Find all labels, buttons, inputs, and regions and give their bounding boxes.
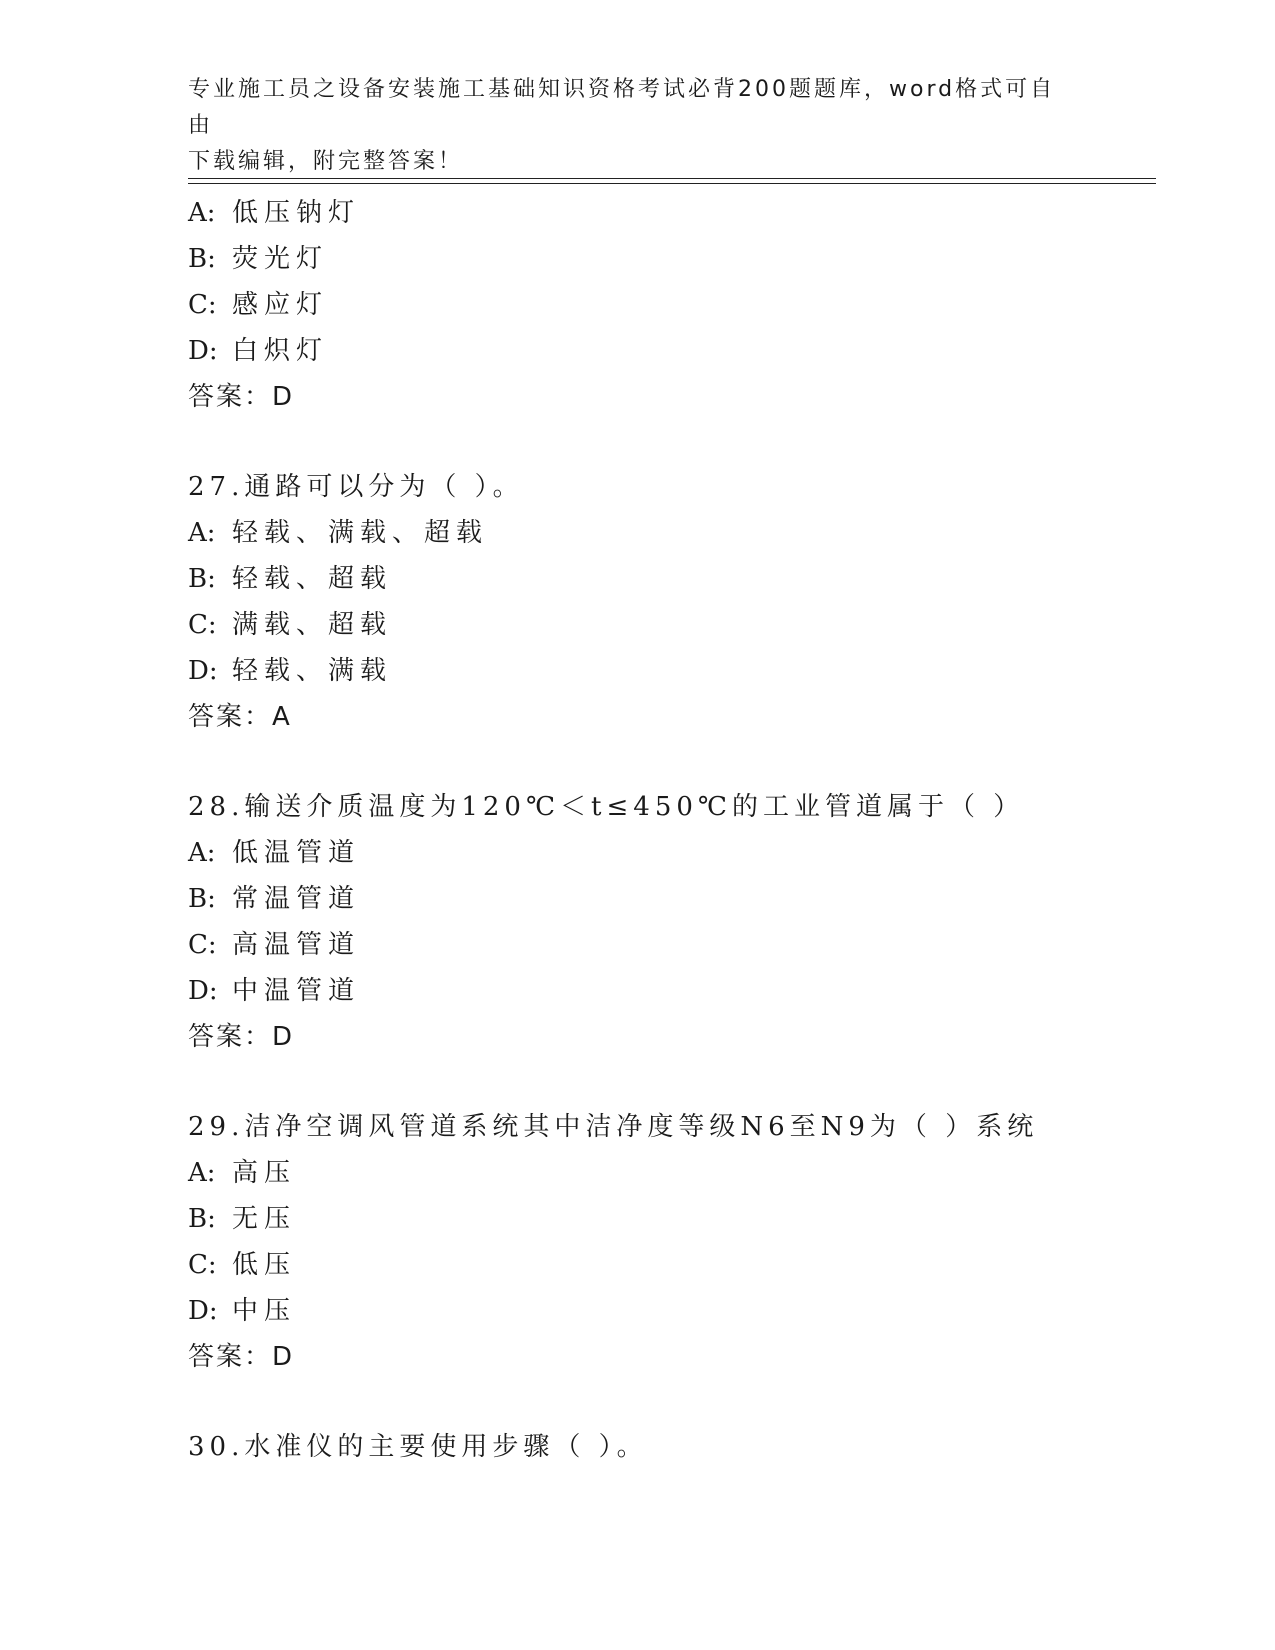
option-a: A: 高压: [188, 1158, 297, 1188]
option-c: C: 高温管道: [188, 930, 361, 960]
header-divider-top: [188, 178, 1156, 179]
option-b: B: 荧光灯: [188, 244, 329, 274]
question-title: 28.输送介质温度为120℃＜t≤450℃的工业管道属于（ ）: [188, 792, 1025, 822]
option-a: A: 轻载、满载、超载: [188, 518, 489, 548]
question-26-continued: [188, 190, 1156, 420]
answer-line: 答案：D: [188, 382, 295, 412]
answer-line: 答案：A: [188, 702, 292, 732]
option-c: C: 满载、超载: [188, 610, 393, 640]
option-d: D: 轻载、满载: [188, 656, 393, 686]
question-28: [188, 784, 1156, 1060]
question-29: [188, 1104, 1156, 1380]
question-title: 30.水准仪的主要使用步骤（ ）。: [188, 1432, 648, 1462]
answer-line: 答案：D: [188, 1342, 295, 1372]
question-title: 29.洁净空调风管道系统其中洁净度等级N6至N9为（ ）系统: [188, 1112, 1039, 1142]
question-30: [188, 1424, 1156, 1470]
option-d: D: 白炽灯: [188, 336, 329, 366]
option-b: B: 轻载、超载: [188, 564, 393, 594]
option-b: B: 无压: [188, 1204, 297, 1234]
header-line-2: 下载编辑，附完整答案！: [188, 149, 464, 174]
option-d: D: 中温管道: [188, 976, 361, 1006]
answer-line: 答案：D: [188, 1022, 295, 1052]
header-divider-bottom: [188, 183, 1156, 184]
question-title: 27.通路可以分为（ ）。: [188, 472, 524, 502]
option-b: B: 常温管道: [188, 884, 361, 914]
header-line-1: 专业施工员之设备安装施工基础知识资格考试必背200题题库，word格式可自由: [188, 77, 1056, 138]
option-a: A: 低压钠灯: [188, 198, 361, 228]
question-list: [188, 190, 1156, 1470]
option-d: D: 中压: [188, 1296, 297, 1326]
option-c: C: 低压: [188, 1250, 297, 1280]
document-header: [188, 72, 1068, 180]
option-c: C: 感应灯: [188, 290, 329, 320]
question-27: [188, 464, 1156, 740]
option-a: A: 低温管道: [188, 838, 361, 868]
